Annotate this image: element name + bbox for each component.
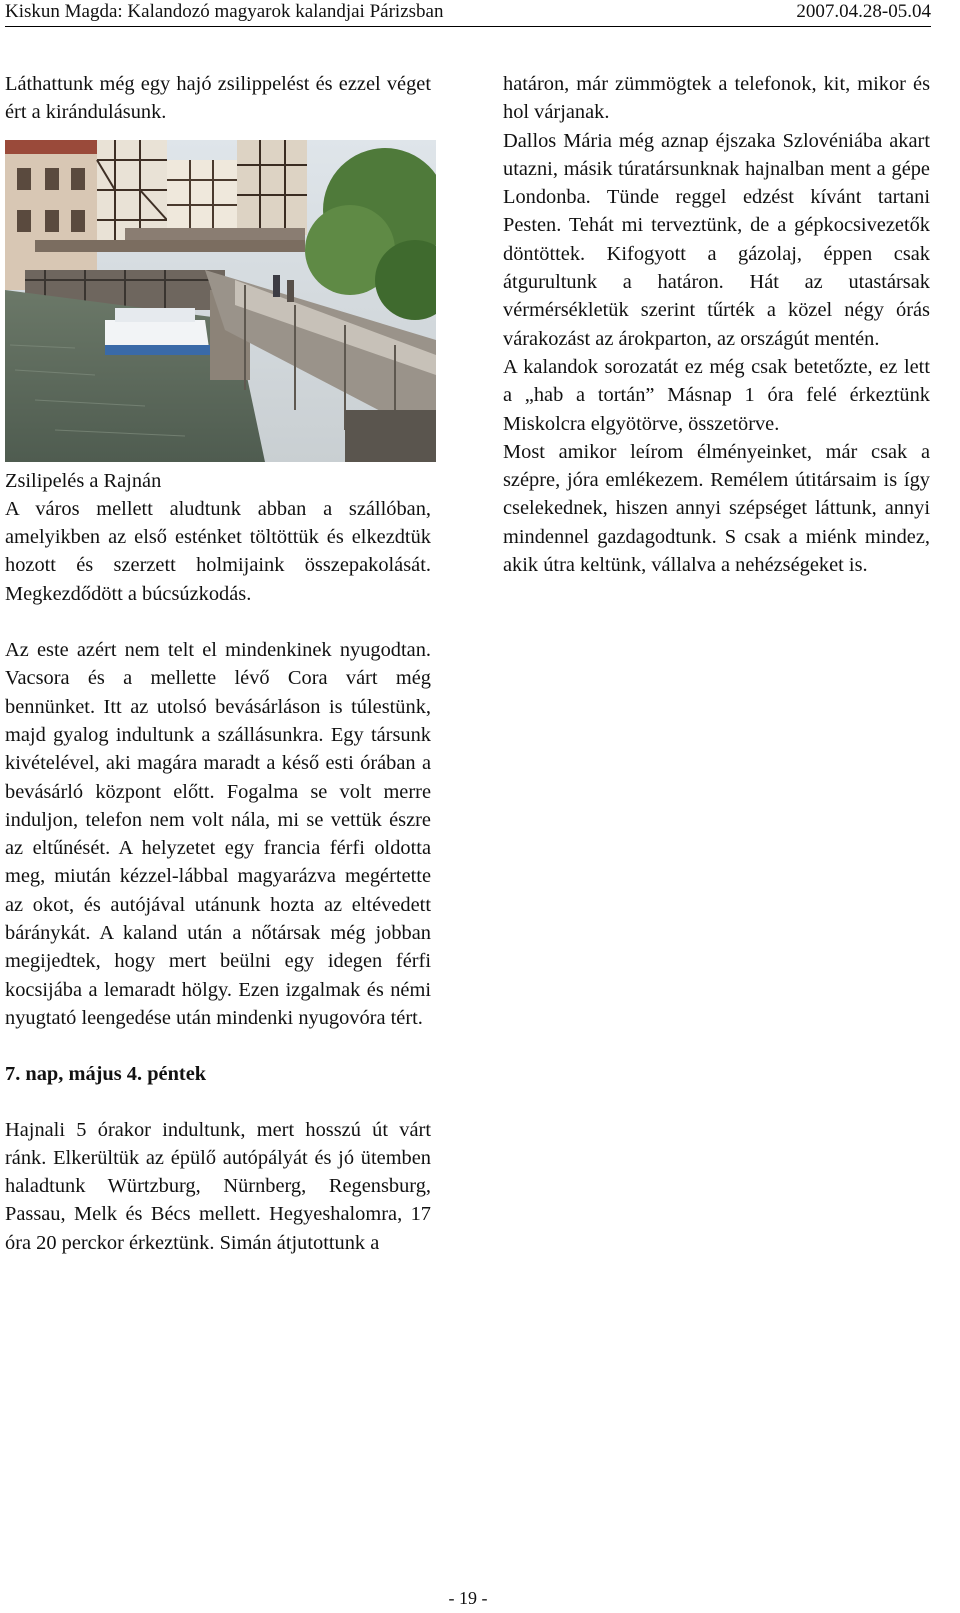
photo-caption: Zsilipelés a Rajnán — [5, 469, 162, 492]
paragraph-plans: Dallos Mária még aznap éjszaka Szlovéniába akart utazni, másik túratársunknak hajnalban ment a gépe Londonba. Tünde reggel edzést kívánt tartani Pesten. Tehát mi terveztünk, de a gépkocsivezetők döntöttek. Kifogyott a gázolaj, éppen csak átgurultunk a határon. Hát az utastársak vérmérsékletük szerint tűrték a közel négy órás várakozást az árokparton, az országút mentén. — [503, 129, 930, 350]
header-date: 2007.04.28-05.04 — [796, 1, 931, 22]
paragraph-departure: Hajnali 5 órakor indultunk, mert hosszú út várt ránk. Elkerültük az épülő autópályát és jó ütemben haladtunk Würtzburg, Nürnberg, Regensburg, Passau, Melk és Bécs mellett. Hegyeshalomra, 17 óra 20 perckor érkeztünk. Simán átjutottunk a — [5, 1118, 431, 1254]
paragraph-intro: Láthattunk még egy hajó zsilippelést és ezzel véget ért a kirándulásunk. — [5, 73, 431, 124]
right-column — [503, 70, 930, 579]
page-header — [5, 0, 931, 27]
page-number: - 19 - — [448, 1588, 488, 1608]
paragraph-closing: Most amikor leírom élményeinket, már csak a szépre, jóra emlékezem. Remélem útitársaim is így cselekednek, hiszen annyi szépséget láttunk, annyi mindennel gazdagodtunk. S csak a miénk mindez, akik útra keltünk, vállalva a nehézségeket is. — [503, 440, 930, 577]
left-column — [5, 70, 431, 1257]
paragraph-border: határon, már zümmögtek a telefonok, kit, mikor és hol várjanak. — [503, 73, 930, 124]
header-title: Kiskun Magda: Kalandozó magyarok kalandjai Párizsban — [5, 1, 444, 22]
paragraph-hotel: A város mellett aludtunk abban a szállóban, amelyikben az első esténket töltöttük és elkezdtük hozott és szerzett holmijaink összepakolását. Megkezdődött a búcsúzkodás. — [5, 497, 431, 605]
paragraph-evening: Az este azért nem telt el mindenkinek nyugodtan. Vacsora és a mellette lévő Cora várt még bennünket. Itt az utolsó bevásárláson is túlestünk, majd gyalog indultunk a szállásunkra. Egy társunk kivételével, aki magára maradt a késő esti órában a bevásárló központ előtt. Fogalma se volt merre induljon, telefon nem volt nála, mi se vettük észre az eltűnését. A helyzetet egy francia férfi oldotta meg, miután kézzel-lábbal magyarázva megértette az okot, és autójával utánunk hozta az eltévedett báránykát. A kaland után a nőtársak még jobban megijedtek, hogy mert beülni egy idegen férfi kocsijába a lemaradt hölgy. Ezen izgalmak és némi nyugtató leengedése után mindenki nyugovóra tért. — [5, 639, 431, 1029]
canal-lock-photo — [5, 140, 436, 462]
section-heading: 7. nap, május 4. péntek — [5, 1063, 207, 1086]
paragraph-arrival: A kalandok sorozatát ez még csak betetőzte, ez lett a „hab a tortán” Másnap 1 óra felé érkeztünk Miskolcra elgyötörve, összetörve. — [503, 355, 930, 435]
